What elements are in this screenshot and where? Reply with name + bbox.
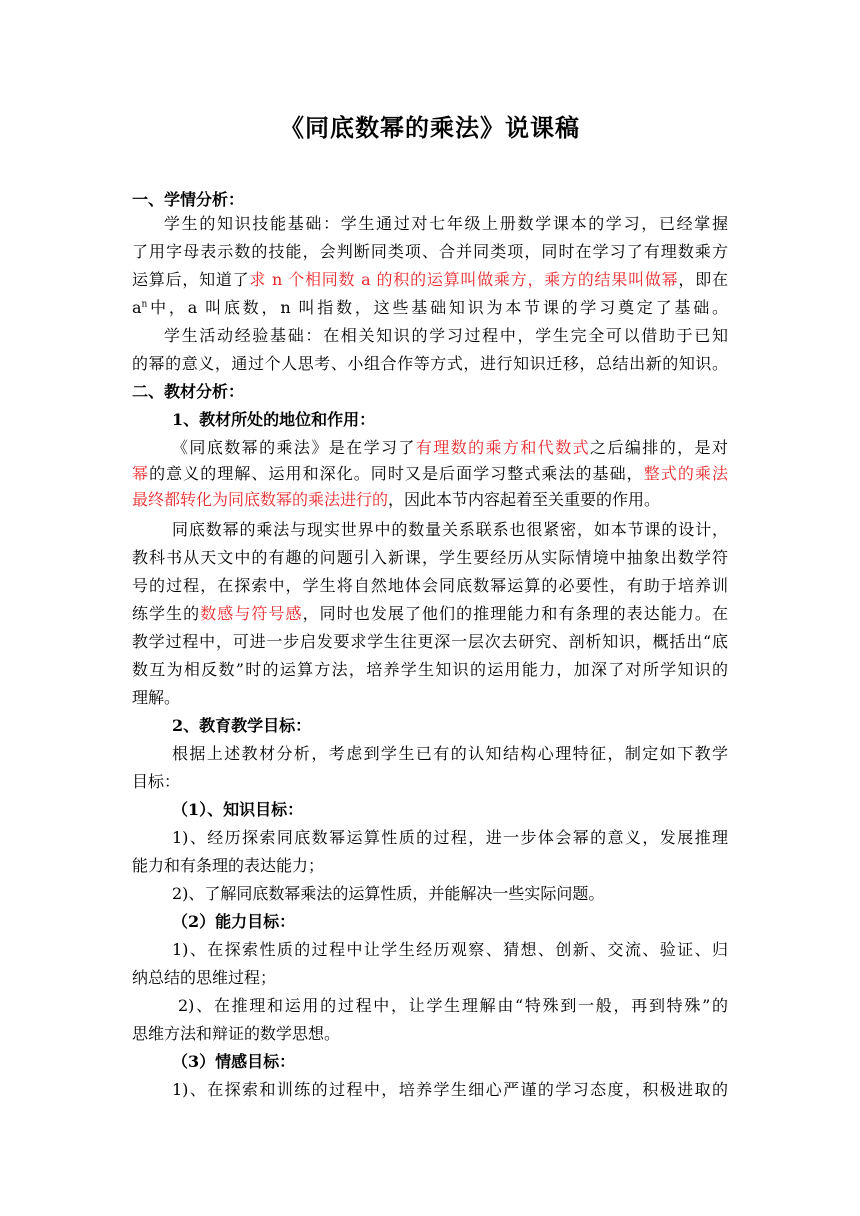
highlight-text: 有理数的乘方和代数式 (415, 438, 591, 457)
text-run: 中，a 叫底数，n 叫指数，这些基础知识为本节课的学习奠定了基础。 (147, 298, 728, 317)
paragraph-line: 2)、了解同底数幂乘法的运算性质，并能解决一些实际问题。 (172, 884, 605, 903)
paragraph-line: 理解。 (132, 688, 181, 707)
subsection-heading: 1、教材所处的地位和作用： (172, 410, 376, 429)
paragraph-line (132, 270, 728, 290)
text-run: 练学生的 (132, 604, 201, 623)
section-heading-1: 一、学情分析： (132, 190, 245, 209)
paragraph-line: 数互为相反数”时的运算方法，培养学生知识的运用能力，加深了对所学知识的 (132, 660, 728, 679)
paragraph-line: 学生的知识技能基础：学生通过对七年级上册数学课本的学习，已经掌握 (164, 214, 728, 233)
paragraph-line: 2)、在推理和运用的过程中，让学生理解由“特殊到一般，再到特殊”的 (178, 996, 728, 1015)
paragraph-line: 教科书从天文中的有趣的问题引入新课，学生要经历从实际情境中抽象出数学符 (132, 548, 728, 567)
highlight-text: 整式的乘法 (643, 464, 728, 483)
goal-heading: （2）能力目标： (172, 912, 296, 931)
paragraph-line: 1)、在探索和训练的过程中，培养学生细心严谨的学习态度，积极进取的 (172, 1080, 728, 1099)
paragraph-line: 1)、经历探索同底数幂运算性质的过程，进一步体会幂的意义，发展推理 (172, 828, 728, 847)
goal-heading: （1）、知识目标： (172, 800, 304, 819)
paragraph-line: 纳总结的思维过程； (132, 968, 277, 987)
highlight-text: 幂 (132, 464, 150, 483)
text-run: ，同时也发展了他们的推理能力和有条理的表达能力。在 (302, 604, 728, 623)
paragraph-line: 同底数幂的乘法与现实世界中的数量关系联系也很紧密，如本节课的设计， (172, 520, 728, 539)
superscript: n (141, 299, 148, 310)
text-run: 运算后，知道了 (132, 270, 250, 289)
paragraph-line: 学生活动经验基础：在相关知识的学习过程中，学生完全可以借助于已知 (164, 326, 728, 345)
paragraph-line: 1)、在探索性质的过程中让学生经历观察、猜想、创新、交流、验证、归 (172, 940, 728, 959)
paragraph-line: 了用字母表示数的技能，会判断同类项、合并同类项，同时在学习了有理数乘方 (132, 242, 728, 261)
paragraph-line (132, 490, 728, 510)
paragraph-line: 能力和有条理的表达能力； (132, 856, 325, 875)
text-run: ，即在 (678, 270, 728, 289)
highlight-text: 数感与符号感 (200, 604, 303, 623)
paragraph-line (172, 438, 728, 458)
text-run: 《同底数幂的乘法》是在学习了 (172, 438, 416, 457)
paragraph-line: 教学过程中，可进一步启发要求学生往更深一层次去研究、剖析知识，概括出“底 (132, 632, 728, 651)
text-run: 的意义的理解、运用和深化。同时又是后面学习整式乘法的基础， (149, 464, 644, 483)
section-heading-2: 二、教材分析： (132, 382, 245, 401)
text-run: 之后编排的，是对 (590, 438, 728, 457)
goal-heading: （3）情感目标： (172, 1052, 296, 1071)
highlight-text: 最终都转化为同底数幂的乘法进行的 (132, 490, 389, 509)
paragraph-line: 号的过程，在探索中，学生将自然地体会同底数幂运算的必要性，有助于培养训 (132, 576, 728, 595)
text-run: a (132, 298, 142, 317)
document-title: 《同底数幂的乘法》说课稿 (280, 113, 580, 142)
paragraph-line: 目标： (132, 772, 181, 791)
paragraph-line: 思维方法和辩证的数学思想。 (132, 1024, 341, 1043)
paragraph-line (132, 298, 728, 318)
highlight-text: 求 n 个相同数 a 的积的运算叫做乘方，乘方的结果叫做幂 (249, 270, 679, 289)
subsection-heading: 2、教育教学目标： (172, 716, 312, 735)
text-run: ，因此本节内容起着至关重要的作用。 (388, 490, 661, 509)
paragraph-line (132, 464, 728, 484)
paragraph-line (132, 604, 728, 624)
paragraph-line: 根据上述教材分析，考虑到学生已有的认知结构心理特征，制定如下教学 (172, 744, 728, 763)
paragraph-line: 的幂的意义，通过个人思考、小组合作等方式，进行知识迁移，总结出新的知识。 (132, 354, 728, 373)
